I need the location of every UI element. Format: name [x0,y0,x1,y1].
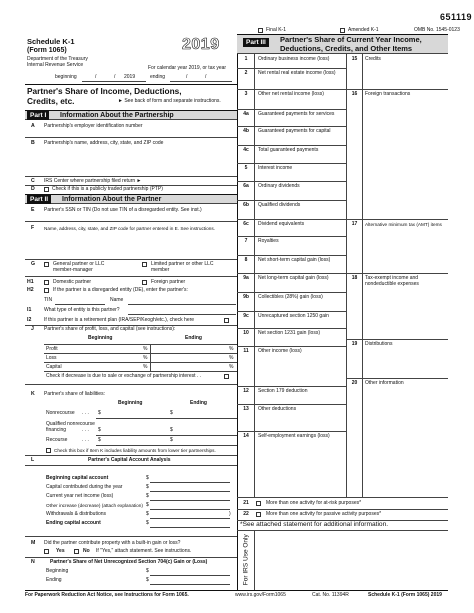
dollar-sign: $ [98,427,101,433]
item-b-letter: B [31,140,35,146]
financing-line[interactable] [96,435,237,436]
m-no-label: No [83,548,90,554]
line-12-amount-field[interactable] [256,395,345,403]
part1-title: Information About the Partnership [60,112,174,119]
line-1-number: 1 [244,56,248,62]
dots: . . . [82,437,89,443]
paren: ) [229,511,231,517]
nonrecourse-line[interactable] [96,418,237,419]
j-column-divider [150,344,151,371]
footer-paperwork-notice: For Paperwork Reduction Act Notice, see Instructions for Form 1065. [25,592,189,598]
ending-capital-line[interactable] [150,527,230,528]
line-14-number: 14 [243,433,249,439]
percent-sign: % [229,355,234,361]
line-11-label: Other income (loss) [258,348,302,354]
dollar-sign: $ [146,577,149,583]
line-2-label: Net rental real estate income (loss) [258,70,336,76]
percent-sign: % [143,346,148,352]
row-divider [237,497,448,498]
line-4a-label: Guaranteed payments for services [258,111,335,117]
calendar-year-note: For calendar year 2019, or tax year [148,65,227,71]
loss-row-line[interactable] [44,362,237,363]
item-e-letter: E [31,207,35,213]
percent-sign: % [229,346,234,352]
line-11-number: 11 [243,348,249,354]
line-9c-amount-field[interactable] [256,320,345,327]
n-ending-line[interactable] [150,584,230,585]
domestic-partner-label: Domestic partner [53,279,92,285]
line-6b-amount-field[interactable] [256,209,345,218]
line-6b-number: 6b [243,202,249,208]
recourse-line[interactable] [96,445,237,446]
schedule-title: Schedule K-1 [27,37,75,46]
item-f-letter: F [31,225,35,231]
line-20-entry-field[interactable] [364,388,446,408]
line-9a-number: 9a [243,275,249,281]
dollar-sign: $ [146,493,149,499]
irs-use-label: For IRS Use Only [242,534,250,586]
m-no-checkbox[interactable] [74,549,79,554]
item-f-label: Name, address, city, state, and ZIP code for partner entered in E. See instructions. [44,226,216,231]
line-11-amount-field[interactable] [256,355,345,385]
line-19-number: 19 [351,341,358,347]
header-divider [25,84,237,85]
item-e-field[interactable] [25,221,237,222]
item-i2-letter: I2 [27,317,32,323]
beginning-date-line[interactable] [82,81,146,82]
line-12-number: 12 [243,388,249,394]
footer-url[interactable]: www.irs.gov/Form1065 [235,592,286,598]
beginning-label: beginning [55,74,77,80]
item-i2-label: If this partner is a retirement plan (IRA/SEP/Keogh/etc.), check here [44,317,195,323]
line-18-number: 18 [351,275,358,281]
line22-number: 22 [243,511,249,517]
center-divider [237,34,238,590]
percent-sign: % [229,364,234,370]
date-slash: / [205,74,207,80]
item-k-label: Partner's share of liabilities: [44,391,105,397]
line-20-number: 20 [351,380,358,386]
part3-middle-divider [346,54,347,497]
item-l-letter: L [31,457,35,463]
line-15-entry-field[interactable] [364,64,446,84]
line-6b-label: Qualified dividends [258,202,301,208]
final-k1-label: Final K-1 [266,27,287,33]
item-i1-letter: I1 [27,307,32,313]
capital-contributed-label: Capital contributed during the year [46,484,123,490]
qualified-nonrecourse-label: Qualified nonrecourse [46,421,95,427]
n-ending-label: Ending [46,577,62,583]
item-l-title: Partner's Capital Account Analysis [88,457,171,463]
line22-label: More than one activity for passive activity purposes* [266,511,382,517]
ptp-checkbox[interactable] [44,187,49,192]
department-line2: Internal Revenue Service [27,62,84,68]
limited-partner-checkbox[interactable] [142,262,147,267]
dollar-sign: $ [146,484,149,490]
line-8-label: Net short-term capital gain (loss) [258,257,331,263]
line-12-label: Section 179 deduction [258,388,308,394]
dollar-sign: $ [146,568,149,574]
see-back-note: ► See back of form and separate instructions. [118,98,221,104]
dots: . . . [82,410,89,416]
line-9b-amount-field[interactable] [256,301,345,310]
dollar-sign: $ [146,502,149,508]
item-a-label: Partnership's employer identification number [44,123,143,129]
domestic-partner-checkbox[interactable] [44,280,49,285]
capital-contributed-line[interactable] [150,491,230,492]
form-reference: (Form 1065) [27,47,67,54]
general-partner-label2: member-manager [53,267,93,273]
date-slash: / [95,74,97,80]
dollar-sign: $ [146,475,149,481]
item-f-field[interactable] [25,259,237,260]
item-d-label: Check if this is a publicly traded partnership (PTP) [52,186,163,192]
item-h2-letter: H2 [27,287,34,293]
dollar-sign: $ [98,437,101,443]
general-partner-checkbox[interactable] [44,262,49,267]
item-i1-label: What type of entity is this partner? [44,307,120,313]
dollar-sign: $ [98,410,101,416]
attached-statement-note: *See attached statement for additional information. [240,521,389,528]
date-slash: / [186,74,188,80]
line22-checkbox[interactable] [256,512,261,517]
percent-sign: % [143,355,148,361]
loss-label: Loss [46,355,57,361]
item-a-field[interactable] [25,137,237,138]
beginning-capital-line[interactable] [150,482,230,483]
capital-row-line[interactable] [44,371,237,372]
row-divider [25,276,237,277]
line-13-label: Other deductions [258,406,297,412]
line-10-amount-field[interactable] [256,337,345,345]
line-1-amount-field[interactable] [256,63,345,67]
item-c-letter: C [31,178,35,184]
line-14-label: Self-employment earnings (loss) [258,433,330,439]
item-g-letter: G [31,261,36,267]
line-19-entry-field[interactable] [364,349,446,369]
row-divider [237,530,448,531]
line-5-number: 5 [244,165,248,171]
line-14-amount-field[interactable] [256,440,345,496]
part2-tag: Part II [27,195,51,204]
n-beginning-line[interactable] [150,575,230,576]
department-line1: Department of the Treasury [27,56,88,62]
line-17-number: 17 [351,221,358,227]
k-ending-header: Ending [190,400,207,406]
line-9c-number: 9c [243,313,249,319]
item-b-label: Partnership's name, address, city, state, and ZIP code [44,140,164,146]
line-6c-label: Dividend equivalents [258,221,305,227]
foreign-partner-checkbox[interactable] [142,280,147,285]
item-b-field[interactable] [25,176,237,177]
j-check-label: Check if decrease is due to sale or exchange of partnership interest . . [46,373,202,379]
line-9a-label: Net long-term capital gain (loss) [258,275,329,281]
part1-tag: Part I [27,111,49,120]
line-3-number: 3 [244,91,248,97]
j-ending-header: Ending [185,335,202,341]
item-n-letter: N [31,559,35,565]
line-4a-number: 4a [243,111,249,117]
line-8-amount-field[interactable] [256,264,345,272]
line-13-amount-field[interactable] [256,413,345,430]
irs-use-block [240,531,253,589]
part3-title2: Deductions, Credits, and Other Items [280,44,413,53]
irs-use-divider [254,530,255,590]
line-4c-number: 4c [243,147,249,153]
row-divider [237,509,448,510]
line-17-label: Alternative minimum tax (AMT) items [365,222,442,227]
k-check-label: Check this box if Item K includes liability amounts from lower tier partnerships. [54,448,216,453]
recourse-label: Recourse [46,437,68,443]
line-9b-number: 9b [243,294,249,300]
beginning-year: 2019 [124,74,136,80]
line21-checkbox[interactable] [256,501,261,506]
de-name-field[interactable] [128,304,236,305]
j-decrease-checkbox[interactable] [224,374,229,379]
dots: . . . [82,427,89,433]
withdrawals-label: Withdrawals & distributions [46,511,107,517]
item-m-letter: M [31,540,36,546]
other-increase-label: Other increase (decrease) (attach explanation) [46,503,143,508]
dollar-sign: $ [170,427,173,433]
retirement-plan-checkbox[interactable] [224,318,229,323]
nonrecourse-label: Nonrecourse [46,410,75,416]
disregarded-entity-checkbox[interactable] [44,288,49,293]
final-k1-checkbox[interactable] [258,28,263,33]
item-n-title: Partner's Share of Net Unrecognized Section 704(c) Gain or (Loss) [50,559,208,565]
line-13-number: 13 [243,406,249,412]
dollar-sign: $ [170,437,173,443]
other-increase-line[interactable] [150,509,230,510]
m-yes-checkbox[interactable] [44,549,49,554]
line-6a-amount-field[interactable] [256,190,345,199]
line-7-number: 7 [244,238,248,244]
limited-partner-label2: member [151,267,170,273]
item-c-label: IRS Center where partnership filed return ► [44,178,142,184]
line21-number: 21 [243,500,249,506]
footer-cat-number: Cat. No. 11394R [312,592,349,598]
row-divider [25,465,237,466]
footer-divider [25,590,448,591]
item-d-letter: D [31,186,35,192]
line-6a-label: Ordinary dividends [258,183,300,189]
amended-k1-checkbox[interactable] [340,28,345,33]
ending-capital-label: Ending capital account [46,520,101,526]
row-divider [25,557,237,558]
percent-sign: % [143,364,148,370]
row-divider [25,536,237,537]
line-1-label: Ordinary business income (loss) [258,56,330,62]
de-tin-label: TIN [44,297,53,303]
line-4b-number: 4b [243,128,249,134]
line-5-amount-field[interactable] [256,172,345,180]
dollar-sign: $ [146,511,149,517]
line-5-label: Interest income [258,165,293,171]
k-lower-tier-checkbox[interactable] [46,448,51,453]
right-number-column [362,54,363,497]
j-beginning-header: Beginning [88,335,113,341]
line-10-label: Net section 1231 gain (loss) [258,330,320,336]
line-18-label-cont: nondeductible expenses [365,281,419,287]
share-title-line1: Partner's Share of Income, Deductions, [27,86,182,96]
net-income-line[interactable] [150,500,230,501]
line-4b-amount-field[interactable] [256,135,345,144]
omb-number: OMB No. 1545-0123 [414,27,460,33]
item-a-letter: A [31,123,35,129]
line-16-entry-field[interactable] [364,99,446,119]
date-slash: / [114,74,116,80]
item-h2-label: If the partner is a disregarded entity (DE), enter the partner's: [53,287,188,293]
line-2-amount-field[interactable] [256,77,345,88]
line-19-label: Distributions [365,341,393,347]
left-number-column [254,54,255,497]
profit-row-line[interactable] [44,353,237,354]
line-18-label: Tax-exempt income and [365,275,419,281]
line-16-label: Foreign transactions [365,91,411,97]
line-6a-number: 6a [243,183,249,189]
line-10-number: 10 [243,330,249,336]
item-j-letter: J [31,326,34,332]
de-name-label: Name [110,297,124,303]
net-income-label: Current year net income (loss) [46,493,114,499]
item-j-label: Partner's share of profit, loss, and capital (see instructions): [44,326,176,332]
item-m-label: Did the partner contribute property with a built-in gain or loss? [44,540,181,546]
line-4a-amount-field[interactable] [256,118,345,125]
line-7-amount-field[interactable] [256,245,345,254]
line-20-label: Other information [365,380,404,386]
year-outline: 2019 [182,36,220,53]
line-15-number: 15 [351,56,358,62]
part3-title1: Partner's Share of Current Year Income, [280,35,422,44]
row-divider [25,384,237,385]
financing-label: financing [46,427,67,433]
profit-label: Profit [46,346,58,352]
line-17-entry-field[interactable] [364,229,446,249]
part3-tag: Part III [243,38,269,47]
dollar-sign: $ [170,410,173,416]
line-3-amount-field[interactable] [256,98,345,108]
k-beginning-header: Beginning [118,400,143,406]
footer-form-id: Schedule K-1 (Form 1065) 2019 [368,592,442,598]
line-9b-label: Collectibles (28%) gain (loss) [258,294,323,300]
row-divider [25,455,237,456]
line-2-number: 2 [244,70,248,76]
beginning-capital-label: Beginning capital account [46,475,109,481]
line-3-label: Other net rental income (loss) [258,91,324,97]
n-beginning-label: Beginning [46,568,69,574]
entity-type-field[interactable] [128,314,236,315]
line21-label: More than one activity for at-risk purposes* [266,500,362,506]
line-4b-label: Guaranteed payments for capital [258,128,331,134]
line-8-number: 8 [244,257,248,263]
item-h1-letter: H1 [27,279,34,285]
line-9a-amount-field[interactable] [256,282,345,291]
line-16-number: 16 [351,91,358,97]
general-partner-label: General partner or LLC [53,261,105,267]
item-e-label: Partner's SSN or TIN (Do not use TIN of a disregarded entity. See inst.) [44,207,202,213]
ending-label: ending [150,74,166,80]
part2-title: Information About the Partner [62,196,162,203]
line-9c-label: Unrecaptured section 1250 gain [258,313,329,319]
m-yes-label: Yes [56,548,65,554]
m-note: If "Yes," attach statement. See instructions. [96,548,192,554]
j-table-top [44,344,237,345]
form-code: 651119 [440,12,473,22]
line-15-label: Credits [365,56,381,62]
share-title-line2: Credits, etc. [27,96,75,106]
foreign-partner-label: Foreign partner [151,279,186,285]
line-7-label: Royalties [258,238,279,244]
dollar-sign: $ [146,520,149,526]
capital-label: Capital [46,364,62,370]
withdrawals-line[interactable] [150,518,230,519]
limited-partner-label: Limited partner or other LLC [151,261,214,267]
line-6c-amount-field[interactable] [256,228,345,235]
ending-date-line[interactable] [170,81,232,82]
item-k-letter: K [31,391,35,397]
tax-year [182,36,220,54]
line-4c-amount-field[interactable] [256,154,345,162]
line-4c-label: Total guaranteed payments [258,147,319,153]
amended-k1-label: Amended K-1 [348,27,379,33]
de-tin-field[interactable] [55,304,105,305]
line-6c-number: 6c [243,221,249,227]
